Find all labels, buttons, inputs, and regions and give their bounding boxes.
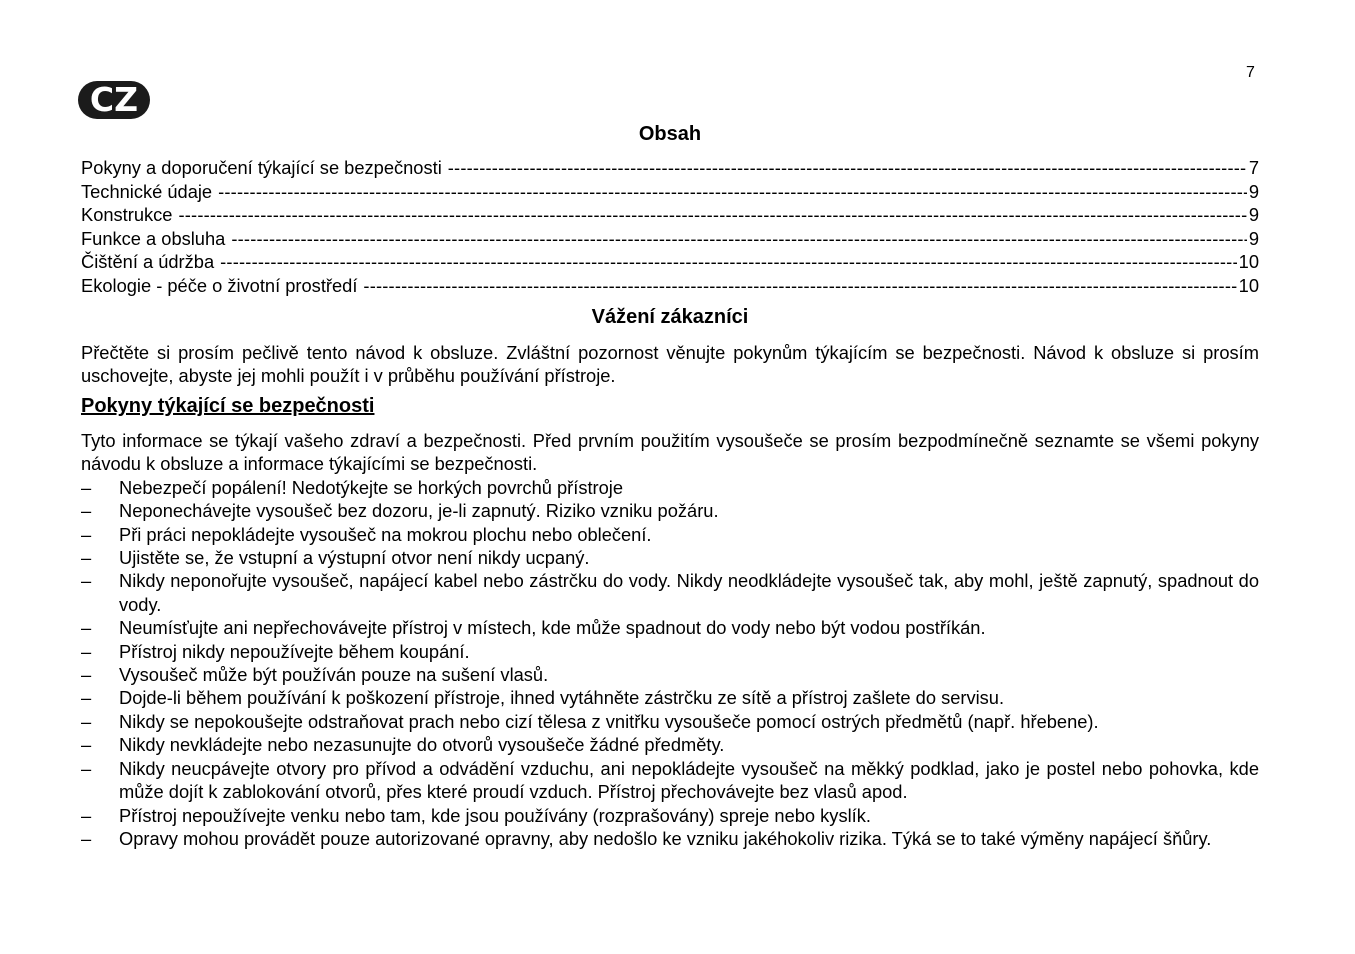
dash-bullet-icon: – <box>81 827 92 849</box>
safety-section <box>81 429 1259 850</box>
list-item: – Nikdy neucpávejte otvory pro přívod a odvádění vzduchu, ani nepokládejte vysoušeč na měkký podklad, jako je postel nebo pohovka, kde může dojít k zablokování otvorů, přes které proudí vzduch. Přístroj přechovávejte bez vlasů apod. <box>81 757 1259 803</box>
table-of-contents <box>81 156 1259 298</box>
list-item: – Přístroj nepoužívejte venku nebo tam, kde jsou používány (rozprašovány) spreje nebo kyslík. <box>81 804 871 826</box>
dash-bullet-icon: – <box>81 617 92 639</box>
toc-entry-page: 9 <box>1248 204 1259 226</box>
toc-entry[interactable] <box>81 250 1259 274</box>
greeting-heading: Vážení zákazníci <box>591 306 749 328</box>
list-item: – Neumísťujte ani nepřechovávejte přístroj v místech, kde může spadnout do vody nebo být vodou postříkán. <box>81 617 986 639</box>
language-badge: CZ <box>78 81 150 119</box>
toc-entry-label: Konstrukce <box>81 204 173 226</box>
toc-leader-dashes <box>178 203 1246 227</box>
dash-bullet-icon: – <box>81 476 92 498</box>
toc-entry-label: Pokyny a doporučení týkající se bezpečnosti <box>81 157 442 178</box>
list-item: – Nikdy se nepokoušejte odstraňovat prach nebo cizí tělesa z vnitřku vysoušeče pomocí ostrých předmětů (např. hřebene). <box>81 710 1099 732</box>
toc-entry-page: 9 <box>1248 180 1259 202</box>
dash-bullet-icon: – <box>81 757 92 779</box>
toc-entry-label: Funkce a obsluha <box>81 227 226 249</box>
page-number: 7 <box>1246 64 1255 81</box>
safety-list <box>81 476 1259 851</box>
toc-entry[interactable] <box>81 203 1259 227</box>
list-item: – Nikdy neponořujte vysoušeč, napájecí kabel nebo zástrčku do vody. Nikdy neodkládejte vysoušeč tak, aby mohl, ještě zapnutý, spadnout do vody. <box>81 570 1259 615</box>
toc-title: Obsah <box>638 123 702 145</box>
toc-leader-dashes <box>448 156 1247 180</box>
toc-entry-label: Čištění a údržba <box>81 251 215 273</box>
dash-bullet-icon: – <box>81 570 92 592</box>
dash-bullet-icon: – <box>81 664 92 686</box>
dash-bullet-icon: – <box>81 500 92 522</box>
dash-bullet-icon: – <box>81 804 92 826</box>
toc-leader-dashes <box>220 250 1237 274</box>
list-item: – Neponechávejte vysoušeč bez dozoru, je-li zapnutý. Riziko vzniku požáru. <box>81 500 719 522</box>
safety-heading: Pokyny týkající se bezpečnosti <box>81 395 375 417</box>
list-item: – Přístroj nikdy nepoužívejte během koupání. <box>81 640 470 662</box>
toc-entry[interactable] <box>81 180 1259 204</box>
list-item: – Při práci nepokládejte vysoušeč na mokrou plochu nebo oblečení. <box>81 523 652 545</box>
dash-bullet-icon: – <box>81 710 92 732</box>
toc-entry-page: 10 <box>1238 274 1259 296</box>
toc-leader-dashes <box>363 274 1236 298</box>
dash-bullet-icon: – <box>81 734 92 756</box>
dash-bullet-icon: – <box>81 687 92 709</box>
list-item: – Dojde-li během používání k poškození přístroje, ihned vytáhněte zástrčku ze sítě a přístroj zašlete do servisu. <box>81 687 1005 709</box>
toc-entry[interactable] <box>81 227 1259 251</box>
list-item: – Opravy mohou provádět pouze autorizované opravny, aby nedošlo ke vzniku jakéhokoliv rizika. Týká se to také výměny napájecí šňůry. <box>81 827 1212 849</box>
toc-entry-label: Technické údaje <box>81 180 213 202</box>
list-item: – Nikdy nevkládejte nebo nezasunujte do otvorů vysoušeče žádné předměty. <box>81 734 725 756</box>
list-item: – Vysoušeč může být používán pouze na sušení vlasů. <box>81 664 549 686</box>
toc-entry[interactable] <box>81 156 1259 180</box>
toc-entry-label: Ekologie - péče o životní prostředí <box>81 274 358 296</box>
safety-intro-paragraph: Tyto informace se týkají vašeho zdraví a bezpečnosti. Před prvním použitím vysoušeče se prosím bezpodmínečně seznamte se všemi pokyny návodu k obsluze a informace týkajícími se bezpečnosti. <box>81 430 1259 475</box>
toc-entry-page: 10 <box>1238 251 1259 273</box>
dash-bullet-icon: – <box>81 547 92 569</box>
toc-leader-dashes <box>218 180 1247 204</box>
toc-entry[interactable] <box>81 274 1259 298</box>
list-item: – Ujistěte se, že vstupní a výstupní otvor není nikdy ucpaný. <box>81 547 590 569</box>
dash-bullet-icon: – <box>81 640 92 662</box>
dash-bullet-icon: – <box>81 523 92 545</box>
greeting-paragraph: Přečtěte si prosím pečlivě tento návod k obsluze. Zvláštní pozornost věnujte pokynům týkajícím se bezpečnosti. Návod k obsluze si prosím uschovejte, abyste jej mohli použít i v průběhu používání přístroje. <box>81 342 1259 387</box>
toc-leader-dashes <box>231 227 1247 251</box>
toc-entry-page: 9 <box>1248 227 1259 249</box>
toc-entry-page: 7 <box>1248 157 1259 178</box>
list-item: – Nebezpečí popálení! Nedotýkejte se horkých povrchů přístroje <box>81 476 624 498</box>
